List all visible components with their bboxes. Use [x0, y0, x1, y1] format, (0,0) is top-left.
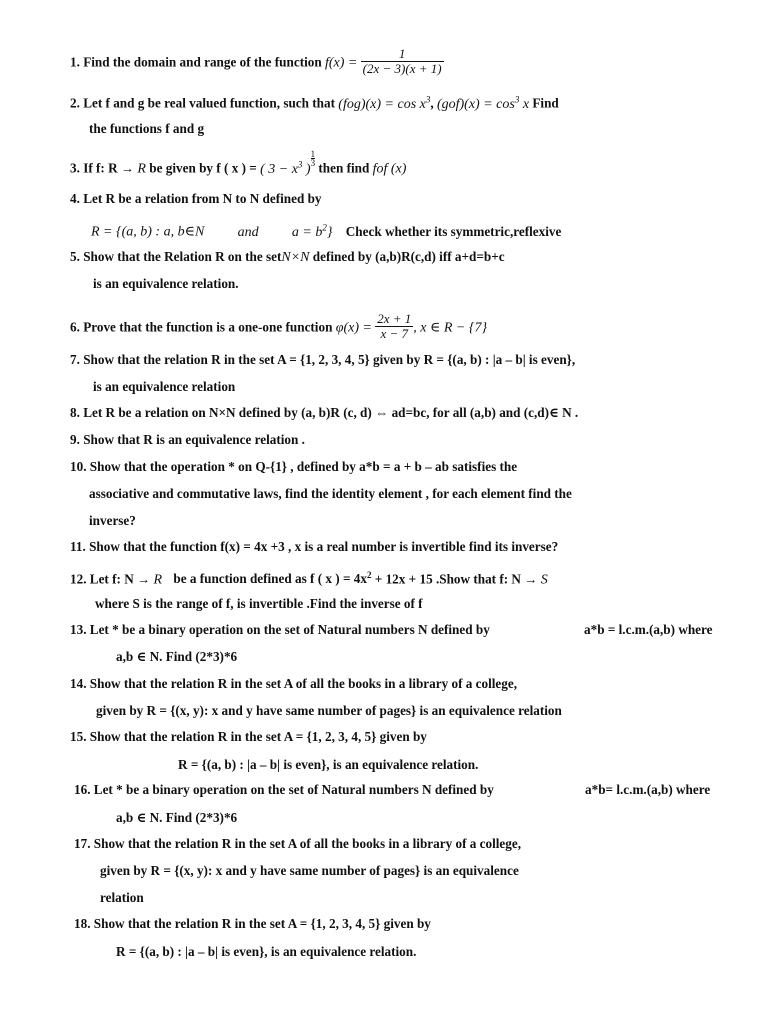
fraction: $\frac{1}{(2x - 3)(x + 1)}$ [362, 46, 442, 76]
question-18: 18. Show that the relation R in the set A = {1, 2, 3, 4, 5} given by [74, 916, 431, 931]
question-17: 17. Show that the relation R in the set A of all the books in a library of a college, [74, 836, 522, 851]
question-13-line-2: a,b ∈ N. Find (2*3)*6 [116, 649, 238, 664]
question-13-right: a*b = l.c.m.(a,b) where [584, 622, 713, 637]
question-8: 8. Let R be a relation on N×N defined by (a, b)R (c, d) ⇔ ad=bc, for all (a,b) and (c,d)∈ N . [70, 405, 579, 420]
question-18-line-2: R = {(a, b) : |a – b| is even}, is an equivalence relation. [116, 944, 417, 959]
set-definition: R = {(a, b) : a, b∈N [91, 224, 205, 240]
question-13: 13. Let * be a binary operation on the set of Natural numbers N defined by [70, 622, 490, 637]
question-7-line-2: is an equivalence relation [93, 379, 236, 394]
math-function: f(x) = [325, 55, 358, 71]
question-5: 5. Show that the Relation R on the setN×N defined by (a,b)R(c,d) iff a+d=b+c [70, 249, 505, 265]
arrow-icon: → [137, 571, 151, 587]
question-9: 9. Show that R is an equivalence relation . [70, 432, 305, 447]
fraction: $\frac{2x + 1}{x - 7}$ [377, 311, 412, 341]
condition: $a = b^2$} [291, 222, 333, 240]
question-text: Find the domain and range of the function [83, 54, 322, 70]
question-15-line-2: R = {(a, b) : |a – b| is even}, is an equivalence relation. [178, 757, 479, 772]
question-7: 7. Show that the relation R in the set A = {1, 2, 3, 4, 5} given by R = {(a, b) : |a – b| is even}, [70, 352, 576, 367]
question-12: 12. Let f: N → R be a function defined as f ( x ) = $4x^2 + 12x + 15$ .Show that f: N → S [70, 570, 548, 588]
question-3: 3. If f: R → R be given by f ( x ) = ( $3 - x^3$ ) $\frac{1}{3}$ then find fof (x) [70, 149, 407, 177]
exponent-fraction: $\frac{1}{3}$ [310, 149, 316, 168]
question-12-line-2: where S is the range of f, is invertible .Find the inverse of f [95, 596, 423, 611]
question-number: 2. [70, 95, 80, 111]
math-expression: $(gof)(x) = \cos^3 x$ [436, 94, 530, 112]
math-expression: ( $3 - x^3$ ) [260, 159, 311, 177]
question-17-line-2: given by R = {(x, y): x and y have same number of pages} is an equivalence [100, 863, 519, 878]
question-10-line-3: inverse? [89, 513, 136, 528]
question-10: 10. Show that the operation * on Q-{1} , defined by a*b = a + b – ab satisfies the [70, 459, 518, 474]
question-10-line-2: associative and commutative laws, find the identity element , for each element find the [89, 486, 572, 501]
math-expression: $(fog)(x) = \cos x^3$ [338, 94, 431, 112]
question-2: 2. Let f and g be real valued function, such that $(fog)(x) = \cos x^3$, $(gof)(x) = \cos^3 x$ Find [70, 94, 559, 112]
question-2-line-2: the functions f and g [89, 121, 205, 136]
question-5-line-2: is an equivalence relation. [93, 276, 239, 291]
question-16: 16. Let * be a binary operation on the set of Natural numbers N defined by [74, 782, 494, 797]
question-6: 6. Prove that the function is a one-one function φ(x) = $\frac{2x + 1}{x - 7}$ , x ∈ R − {7} [70, 311, 488, 341]
question-16-line-2: a,b ∈ N. Find (2*3)*6 [116, 810, 238, 825]
question-4: 4. Let R be a relation from N to N defined by [70, 191, 322, 206]
question-16-right: a*b= l.c.m.(a,b) where [585, 782, 711, 797]
question-17-line-3: relation [100, 890, 144, 905]
question-1 [70, 46, 444, 78]
question-14: 14. Show that the relation R in the set A of all the books in a library of a college, [70, 676, 518, 691]
question-15: 15. Show that the relation R in the set A = {1, 2, 3, 4, 5} given by [70, 729, 427, 744]
question-4-line-2: R = {(a, b) : a, b∈N and $a = b^2$} Check whether its symmetric,reflexive [91, 222, 562, 240]
question-number: 1. [70, 54, 80, 70]
question-14-line-2: given by R = {(x, y): x and y have same number of pages} is an equivalence relation [96, 703, 562, 718]
question-11: 11. Show that the function f(x) = 4x +3 , x is a real number is invertible find its inverse? [70, 539, 559, 554]
arrow-icon: → [120, 160, 135, 176]
question-text: Let f and g be real valued function, such that [83, 95, 335, 111]
arrow-icon: → [524, 571, 538, 587]
